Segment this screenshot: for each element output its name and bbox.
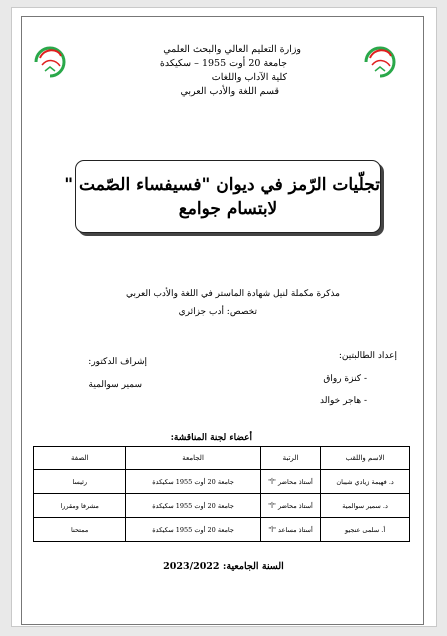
university-logo-left (30, 40, 70, 80)
department-line: قسم اللغة والأدب العربي (180, 86, 279, 97)
supervisor-label: إشراف الدكتور: (88, 357, 147, 367)
table-cell: أستاذ مساعد "أ" (260, 518, 320, 542)
table-cell: جامعة 20 أوت 1955 سكيكدة (126, 518, 260, 542)
thesis-title-line-2: لابتسام جوامع (178, 199, 278, 219)
supervisor-name: سمير سوالمية (88, 380, 142, 390)
faculty-line: كلية الآداب واللغات (211, 72, 287, 83)
student-name: - كنزة رواق (323, 374, 367, 384)
thesis-title-line-1: تجلّيات الرّمز في ديوان "فسيفساء الصّمت " (64, 175, 380, 195)
table-header-row (34, 447, 410, 470)
table-cell: أستاذ محاضر "أ" (260, 470, 320, 494)
jury-table (33, 446, 410, 542)
table-cell: أستاذ محاضر "أ" (260, 494, 320, 518)
students-label: إعداد الطالبتين: (338, 351, 397, 361)
column-header: الرتبة (260, 447, 320, 470)
jury-heading: أعضاء لجنة المناقشة: (170, 433, 252, 443)
column-header: الاسم واللقب (321, 447, 410, 470)
table-row (34, 518, 410, 542)
university-logo-right (360, 40, 400, 80)
table-cell: جامعة 20 أوت 1955 سكيكدة (126, 494, 260, 518)
student-name: - هاجر خوالد (320, 396, 367, 406)
ministry-line: وزارة التعليم العالي والبحث العلمي (163, 44, 301, 55)
table-cell: أ. سلمى عنجيو (321, 518, 410, 542)
table-row (34, 494, 410, 518)
table-cell: جامعة 20 أوت 1955 سكيكدة (126, 470, 260, 494)
table-cell: د. فهيمة زيادي شيبان (321, 470, 410, 494)
thesis-subtitle: مذكرة مكملة لنيل شهادة الماستر في اللغة والأدب العربي (126, 289, 340, 299)
table-cell: مشرفا ومقررا (34, 494, 126, 518)
university-line: جامعة 20 أوت 1955 – سكيكدة (159, 58, 287, 69)
academic-year: السنة الجامعية: 2023/2022 (163, 561, 284, 572)
table-cell: د. سمير سوالمية (321, 494, 410, 518)
table-row (34, 470, 410, 494)
table-cell: رئيسا (34, 470, 126, 494)
table-cell: ممتحنا (34, 518, 126, 542)
column-header: الصفة (34, 447, 126, 470)
thesis-title-box (64, 160, 381, 233)
specialty-line: تخصص: أدب جزائري (178, 307, 257, 317)
column-header: الجامعة (126, 447, 260, 470)
